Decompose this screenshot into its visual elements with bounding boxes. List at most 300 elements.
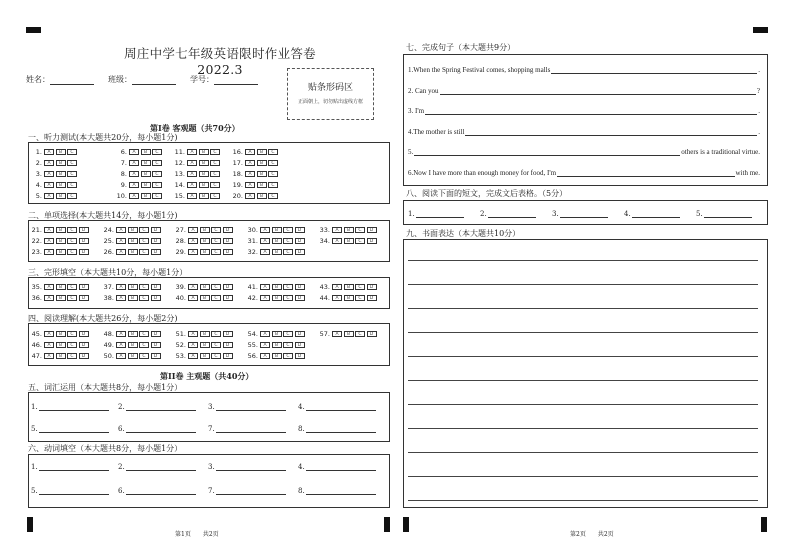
- option-bubble[interactable]: B: [56, 249, 66, 256]
- question-number: 25.: [103, 237, 114, 245]
- blank-line[interactable]: [632, 210, 680, 218]
- option-bubble[interactable]: D: [151, 284, 161, 291]
- option-bubble[interactable]: C: [139, 227, 149, 234]
- option-bubble[interactable]: B: [141, 193, 151, 200]
- option-bubble[interactable]: B: [56, 331, 66, 338]
- option-bubble[interactable]: B: [56, 353, 66, 360]
- option-bubble[interactable]: A: [44, 295, 54, 302]
- option-bubble[interactable]: D: [295, 353, 305, 360]
- writing-line[interactable]: [408, 452, 758, 453]
- option-bubble[interactable]: B: [128, 295, 138, 302]
- sentence-blank[interactable]: [557, 169, 734, 177]
- option-bubble[interactable]: B: [272, 331, 282, 338]
- blank-line[interactable]: [39, 487, 109, 495]
- option-bubble[interactable]: B: [200, 238, 210, 245]
- answer-row: [231, 181, 280, 189]
- option-bubble[interactable]: C: [283, 353, 293, 360]
- blank-line[interactable]: [488, 210, 536, 218]
- option-bubble[interactable]: D: [367, 331, 377, 338]
- option-bubble[interactable]: B: [199, 182, 209, 189]
- option-bubble[interactable]: B: [128, 249, 138, 256]
- option-bubble[interactable]: D: [295, 249, 305, 256]
- option-bubble[interactable]: B: [199, 193, 209, 200]
- option-bubble[interactable]: A: [260, 238, 270, 245]
- blank-number: 7.: [208, 487, 215, 495]
- option-bubble[interactable]: B: [128, 238, 138, 245]
- option-bubble[interactable]: C: [355, 284, 365, 291]
- option-bubble[interactable]: B: [257, 160, 267, 167]
- blank-line[interactable]: [704, 210, 752, 218]
- blank-number: 4.: [298, 403, 305, 411]
- option-bubble[interactable]: B: [257, 171, 267, 178]
- option-bubble[interactable]: A: [245, 171, 255, 178]
- option-bubble[interactable]: A: [129, 160, 139, 167]
- fill-blank[interactable]: [208, 403, 286, 411]
- option-bubble[interactable]: C: [211, 353, 221, 360]
- answer-row: [174, 237, 234, 245]
- option-bubble[interactable]: D: [223, 284, 233, 291]
- option-bubble[interactable]: D: [367, 295, 377, 302]
- option-bubble[interactable]: A: [129, 149, 139, 156]
- option-bubble[interactable]: D: [295, 331, 305, 338]
- option-bubble[interactable]: C: [268, 182, 278, 189]
- option-bubble[interactable]: B: [56, 342, 66, 349]
- option-bubble[interactable]: A: [44, 171, 54, 178]
- option-bubble[interactable]: C: [355, 331, 365, 338]
- fill-blank[interactable]: [298, 487, 376, 495]
- option-bubble[interactable]: D: [151, 353, 161, 360]
- blank-line[interactable]: [216, 425, 286, 433]
- blank-line[interactable]: [126, 403, 196, 411]
- option-bubble[interactable]: B: [344, 295, 354, 302]
- option-bubble[interactable]: D: [79, 353, 89, 360]
- option-bubble[interactable]: C: [355, 295, 365, 302]
- option-bubble[interactable]: A: [116, 284, 126, 291]
- writing-line[interactable]: [408, 428, 758, 429]
- corner-mark: [761, 517, 767, 532]
- option-bubble[interactable]: C: [211, 227, 221, 234]
- fill-blank[interactable]: [31, 487, 109, 495]
- question-number: 44.: [319, 294, 330, 302]
- option-bubble[interactable]: D: [295, 342, 305, 349]
- question-number: 55.: [247, 341, 258, 349]
- option-bubble[interactable]: C: [67, 249, 77, 256]
- option-bubble[interactable]: B: [56, 149, 66, 156]
- option-bubble[interactable]: B: [199, 160, 209, 167]
- option-bubble[interactable]: B: [272, 353, 282, 360]
- option-bubble[interactable]: D: [79, 284, 89, 291]
- option-bubble[interactable]: B: [200, 284, 210, 291]
- fill-blank[interactable]: [208, 487, 286, 495]
- option-bubble[interactable]: C: [67, 353, 77, 360]
- option-bubble[interactable]: B: [200, 295, 210, 302]
- option-bubble[interactable]: A: [44, 193, 54, 200]
- option-bubble[interactable]: C: [211, 295, 221, 302]
- option-bubble[interactable]: B: [257, 182, 267, 189]
- option-bubble[interactable]: B: [56, 238, 66, 245]
- blank-line[interactable]: [306, 463, 376, 471]
- option-bubble[interactable]: A: [188, 295, 198, 302]
- fill-blank[interactable]: [118, 425, 196, 433]
- option-bubble[interactable]: C: [152, 193, 162, 200]
- fill-blank[interactable]: [208, 463, 286, 471]
- blank-line[interactable]: [216, 403, 286, 411]
- option-bubble[interactable]: C: [139, 249, 149, 256]
- option-bubble[interactable]: A: [332, 238, 342, 245]
- option-bubble[interactable]: B: [56, 182, 66, 189]
- option-bubble[interactable]: C: [355, 227, 365, 234]
- option-bubble[interactable]: A: [260, 284, 270, 291]
- option-bubble[interactable]: C: [67, 238, 77, 245]
- option-bubble[interactable]: D: [151, 331, 161, 338]
- option-bubble[interactable]: C: [268, 193, 278, 200]
- option-bubble[interactable]: A: [129, 193, 139, 200]
- question-number: 50.: [103, 352, 114, 360]
- option-bubble[interactable]: A: [116, 249, 126, 256]
- option-bubble[interactable]: B: [344, 331, 354, 338]
- option-bubble[interactable]: C: [139, 295, 149, 302]
- option-bubble[interactable]: C: [210, 160, 220, 167]
- section-writing: 九、书面表达（本大题共10分）: [406, 229, 521, 238]
- fill-blank[interactable]: [298, 425, 376, 433]
- option-bubble[interactable]: C: [283, 342, 293, 349]
- option-bubble[interactable]: A: [245, 160, 255, 167]
- option-bubble[interactable]: B: [56, 193, 66, 200]
- option-bubble[interactable]: D: [79, 295, 89, 302]
- option-bubble[interactable]: B: [200, 249, 210, 256]
- fill-blank[interactable]: [480, 210, 536, 218]
- option-bubble[interactable]: C: [152, 182, 162, 189]
- option-bubble[interactable]: D: [223, 342, 233, 349]
- footer-left: 第1页 共2页: [175, 531, 219, 538]
- option-bubble[interactable]: B: [272, 295, 282, 302]
- option-bubble[interactable]: A: [44, 227, 54, 234]
- question-number: 9.: [120, 181, 127, 189]
- option-bubble[interactable]: D: [367, 238, 377, 245]
- option-bubble[interactable]: C: [139, 331, 149, 338]
- question-number: 10.: [116, 192, 127, 200]
- option-bubble[interactable]: A: [187, 160, 197, 167]
- blank-line[interactable]: [306, 403, 376, 411]
- option-bubble[interactable]: D: [79, 249, 89, 256]
- option-bubble[interactable]: C: [67, 342, 77, 349]
- fill-blank[interactable]: [31, 463, 109, 471]
- vocabulary-box: [28, 392, 390, 442]
- option-bubble[interactable]: C: [268, 171, 278, 178]
- option-bubble[interactable]: A: [44, 342, 54, 349]
- blank-line[interactable]: [126, 487, 196, 495]
- option-bubble[interactable]: B: [56, 160, 66, 167]
- option-bubble[interactable]: D: [223, 295, 233, 302]
- option-bubble[interactable]: C: [67, 295, 77, 302]
- option-bubble[interactable]: A: [44, 149, 54, 156]
- option-bubble[interactable]: C: [67, 160, 77, 167]
- option-bubble[interactable]: A: [260, 353, 270, 360]
- option-bubble[interactable]: A: [245, 182, 255, 189]
- option-bubble[interactable]: A: [188, 284, 198, 291]
- name-label: 姓名：: [26, 75, 50, 84]
- blank-line[interactable]: [216, 487, 286, 495]
- option-bubble[interactable]: A: [260, 227, 270, 234]
- class-field[interactable]: [132, 75, 176, 85]
- option-bubble[interactable]: A: [44, 353, 54, 360]
- option-bubble[interactable]: D: [223, 227, 233, 234]
- option-bubble[interactable]: C: [283, 331, 293, 338]
- option-bubble[interactable]: C: [268, 149, 278, 156]
- sentence-prefix: 1.When the Spring Festival comes, shopping malls: [408, 66, 551, 74]
- blank-line[interactable]: [216, 463, 286, 471]
- option-bubble[interactable]: C: [211, 331, 221, 338]
- fill-blank[interactable]: [298, 403, 376, 411]
- option-bubble[interactable]: C: [211, 284, 221, 291]
- fill-blank[interactable]: [696, 210, 752, 218]
- blank-line[interactable]: [39, 425, 109, 433]
- option-bubble[interactable]: C: [139, 284, 149, 291]
- writing-line[interactable]: [408, 332, 758, 333]
- blank-line[interactable]: [416, 210, 464, 218]
- option-bubble[interactable]: B: [141, 171, 151, 178]
- fill-blank[interactable]: [31, 403, 109, 411]
- option-bubble[interactable]: A: [116, 342, 126, 349]
- blank-line[interactable]: [560, 210, 608, 218]
- fill-blank[interactable]: [298, 463, 376, 471]
- option-bubble[interactable]: A: [332, 331, 342, 338]
- sentence-blank[interactable]: [465, 128, 757, 136]
- option-bubble[interactable]: D: [151, 249, 161, 256]
- writing-line[interactable]: [408, 356, 758, 357]
- fill-blank[interactable]: [624, 210, 680, 218]
- option-bubble[interactable]: B: [56, 171, 66, 178]
- option-bubble[interactable]: D: [79, 342, 89, 349]
- option-bubble[interactable]: B: [128, 227, 138, 234]
- fill-blank[interactable]: [118, 487, 196, 495]
- option-bubble[interactable]: B: [344, 238, 354, 245]
- option-bubble[interactable]: B: [141, 149, 151, 156]
- option-bubble[interactable]: C: [67, 182, 77, 189]
- option-bubble[interactable]: A: [44, 182, 54, 189]
- option-bubble[interactable]: C: [67, 149, 77, 156]
- option-bubble[interactable]: D: [295, 238, 305, 245]
- option-bubble[interactable]: B: [56, 227, 66, 234]
- option-bubble[interactable]: D: [367, 284, 377, 291]
- option-bubble[interactable]: B: [272, 227, 282, 234]
- writing-box: [403, 239, 768, 508]
- option-bubble[interactable]: B: [344, 227, 354, 234]
- option-bubble[interactable]: A: [332, 227, 342, 234]
- option-bubble[interactable]: A: [44, 249, 54, 256]
- option-bubble[interactable]: C: [211, 249, 221, 256]
- blank-line[interactable]: [306, 425, 376, 433]
- option-bubble[interactable]: A: [44, 284, 54, 291]
- option-bubble[interactable]: C: [67, 227, 77, 234]
- option-bubble[interactable]: D: [79, 331, 89, 338]
- sentence-blank[interactable]: [414, 148, 680, 156]
- option-bubble[interactable]: A: [332, 284, 342, 291]
- option-bubble[interactable]: A: [44, 331, 54, 338]
- blank-number: 5.: [31, 425, 38, 433]
- option-bubble[interactable]: A: [116, 331, 126, 338]
- option-bubble[interactable]: C: [67, 171, 77, 178]
- option-bubble[interactable]: B: [272, 342, 282, 349]
- option-bubble[interactable]: C: [210, 193, 220, 200]
- option-bubble[interactable]: B: [199, 149, 209, 156]
- fill-blank[interactable]: [31, 425, 109, 433]
- writing-line[interactable]: [408, 476, 758, 477]
- question-number: 53.: [175, 352, 186, 360]
- option-bubble[interactable]: A: [260, 331, 270, 338]
- option-bubble[interactable]: D: [223, 249, 233, 256]
- option-bubble[interactable]: A: [129, 171, 139, 178]
- option-bubble[interactable]: A: [187, 149, 197, 156]
- option-bubble[interactable]: B: [128, 353, 138, 360]
- option-bubble[interactable]: C: [283, 249, 293, 256]
- option-bubble[interactable]: B: [141, 160, 151, 167]
- option-bubble[interactable]: A: [188, 227, 198, 234]
- option-bubble[interactable]: D: [151, 295, 161, 302]
- option-bubble[interactable]: C: [283, 227, 293, 234]
- option-bubble[interactable]: A: [187, 171, 197, 178]
- option-bubble[interactable]: D: [295, 227, 305, 234]
- blank-line[interactable]: [126, 425, 196, 433]
- sentence-prefix: 5.: [408, 148, 414, 156]
- option-bubble[interactable]: A: [44, 238, 54, 245]
- option-bubble[interactable]: A: [116, 227, 126, 234]
- option-bubble[interactable]: B: [128, 284, 138, 291]
- option-bubble[interactable]: A: [245, 193, 255, 200]
- option-bubble[interactable]: B: [257, 193, 267, 200]
- option-bubble[interactable]: A: [188, 353, 198, 360]
- option-bubble[interactable]: A: [260, 342, 270, 349]
- option-bubble[interactable]: A: [260, 295, 270, 302]
- option-bubble[interactable]: A: [187, 182, 197, 189]
- fill-blank[interactable]: [208, 425, 286, 433]
- option-bubble[interactable]: B: [141, 182, 151, 189]
- name-field[interactable]: [50, 75, 94, 85]
- option-bubble[interactable]: C: [139, 238, 149, 245]
- fill-blank[interactable]: [408, 210, 464, 218]
- blank-line[interactable]: [39, 463, 109, 471]
- option-bubble[interactable]: C: [139, 353, 149, 360]
- option-bubble[interactable]: C: [355, 238, 365, 245]
- option-bubble[interactable]: C: [152, 171, 162, 178]
- fill-blank[interactable]: [118, 403, 196, 411]
- option-bubble[interactable]: C: [211, 342, 221, 349]
- question-number: 51.: [175, 330, 186, 338]
- question-number: 14.: [174, 181, 185, 189]
- option-bubble[interactable]: C: [211, 238, 221, 245]
- option-bubble[interactable]: B: [56, 295, 66, 302]
- option-bubble[interactable]: C: [152, 149, 162, 156]
- option-bubble[interactable]: B: [272, 238, 282, 245]
- number-field[interactable]: [214, 75, 258, 85]
- option-bubble[interactable]: B: [200, 342, 210, 349]
- option-bubble[interactable]: A: [188, 238, 198, 245]
- option-bubble[interactable]: C: [139, 342, 149, 349]
- writing-line[interactable]: [408, 260, 758, 261]
- sentence-blank[interactable]: [440, 87, 756, 95]
- option-bubble[interactable]: C: [268, 160, 278, 167]
- option-bubble[interactable]: A: [116, 295, 126, 302]
- option-bubble[interactable]: C: [210, 149, 220, 156]
- question-number: 30.: [247, 226, 258, 234]
- option-bubble[interactable]: B: [128, 342, 138, 349]
- blank-line[interactable]: [306, 487, 376, 495]
- option-bubble[interactable]: C: [283, 295, 293, 302]
- option-bubble[interactable]: D: [151, 342, 161, 349]
- corner-mark: [27, 517, 33, 532]
- option-bubble[interactable]: A: [44, 160, 54, 167]
- writing-line[interactable]: [408, 500, 758, 501]
- option-bubble[interactable]: A: [332, 295, 342, 302]
- option-bubble[interactable]: C: [67, 284, 77, 291]
- option-bubble[interactable]: C: [210, 182, 220, 189]
- writing-line[interactable]: [408, 284, 758, 285]
- answer-row: [231, 170, 280, 178]
- option-bubble[interactable]: C: [152, 160, 162, 167]
- answer-row: [102, 341, 162, 349]
- option-bubble[interactable]: B: [272, 249, 282, 256]
- option-bubble[interactable]: D: [295, 284, 305, 291]
- option-bubble[interactable]: A: [188, 249, 198, 256]
- option-bubble[interactable]: C: [210, 171, 220, 178]
- option-bubble[interactable]: A: [187, 193, 197, 200]
- option-bubble[interactable]: D: [151, 238, 161, 245]
- blank-number: 3.: [208, 403, 215, 411]
- blank-line[interactable]: [39, 403, 109, 411]
- option-bubble[interactable]: C: [67, 331, 77, 338]
- option-bubble[interactable]: D: [223, 238, 233, 245]
- option-bubble[interactable]: A: [129, 182, 139, 189]
- option-bubble[interactable]: C: [283, 238, 293, 245]
- sentence-blank[interactable]: [425, 107, 757, 115]
- option-bubble[interactable]: C: [67, 193, 77, 200]
- option-bubble[interactable]: D: [223, 353, 233, 360]
- answer-row: [30, 226, 90, 234]
- option-bubble[interactable]: A: [188, 331, 198, 338]
- fill-blank[interactable]: [552, 210, 608, 218]
- option-bubble[interactable]: B: [200, 353, 210, 360]
- option-bubble[interactable]: B: [56, 284, 66, 291]
- option-bubble[interactable]: B: [344, 284, 354, 291]
- option-bubble[interactable]: A: [260, 249, 270, 256]
- option-bubble[interactable]: A: [116, 238, 126, 245]
- option-bubble[interactable]: A: [116, 353, 126, 360]
- option-bubble[interactable]: B: [272, 284, 282, 291]
- blank-line[interactable]: [126, 463, 196, 471]
- writing-line[interactable]: [408, 404, 758, 405]
- option-bubble[interactable]: D: [151, 227, 161, 234]
- option-bubble[interactable]: D: [79, 227, 89, 234]
- option-bubble[interactable]: D: [223, 331, 233, 338]
- sentence-blank[interactable]: [551, 66, 757, 74]
- answer-row: [30, 294, 90, 302]
- fill-blank[interactable]: [118, 463, 196, 471]
- option-bubble[interactable]: B: [200, 331, 210, 338]
- option-bubble[interactable]: B: [257, 149, 267, 156]
- writing-line[interactable]: [408, 380, 758, 381]
- blank-number: 5.: [696, 210, 703, 218]
- option-bubble[interactable]: C: [283, 284, 293, 291]
- option-bubble[interactable]: B: [199, 171, 209, 178]
- option-bubble[interactable]: D: [367, 227, 377, 234]
- option-bubble[interactable]: D: [295, 295, 305, 302]
- option-bubble[interactable]: A: [188, 342, 198, 349]
- option-bubble[interactable]: B: [128, 331, 138, 338]
- option-bubble[interactable]: B: [200, 227, 210, 234]
- writing-line[interactable]: [408, 308, 758, 309]
- option-bubble[interactable]: D: [79, 238, 89, 245]
- option-bubble[interactable]: A: [245, 149, 255, 156]
